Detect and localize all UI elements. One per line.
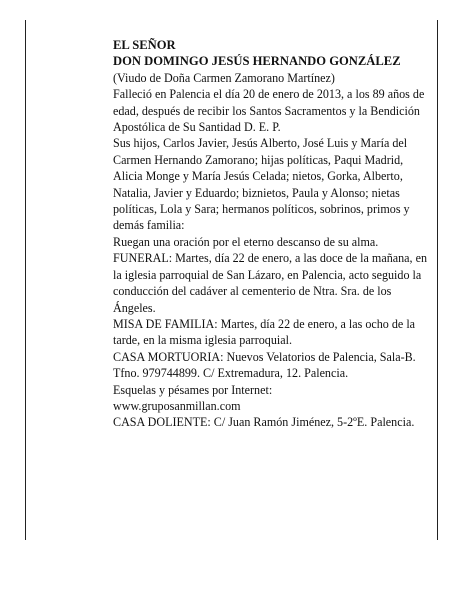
mourning-house-paragraph: CASA DOLIENTE: C/ Juan Ramón Jiménez, 5-2ºE. Palencia.: [113, 415, 415, 430]
family-paragraph: Sus hijos, Carlos Javier, Jesús Alberto, José Luis y María del Carmen Hernando Zamorano; hijas políticas, Paqui Madrid, Alicia Monge y María Jesús Celada; nietos, Gorka, Alberto, Natalia, Javier y Eduardo; biznietos, Paula y Alonso; nietas políticas, Lola y Sara; hermanos políticos, sobrinos, primos y demás familia:: [113, 136, 410, 233]
internet-url: www.gruposanmillan.com: [113, 398, 241, 413]
family-mass-paragraph: MISA DE FAMILIA: Martes, día 22 de enero, a las ocho de la tarde, en la misma iglesia parroquial.: [113, 316, 416, 348]
left-border-line: [25, 20, 26, 540]
mortuary-paragraph: CASA MORTUORIA: Nuevos Velatorios de Palencia, Sala-B. Tfno. 979744899. C/ Extremadura, 12. Palencia.: [113, 349, 416, 381]
obituary-notice: [113, 37, 433, 431]
funeral-paragraph: FUNERAL: Martes, día 22 de enero, a las doce de la mañana, en la iglesia parroquial de San Lázaro, en Palencia, acto seguido la conducción del cadáver al cementerio de Ntra. Sra. de los Ángeles.: [113, 251, 427, 315]
prayer-paragraph: Ruegan una oración por el eterno descanso de su alma.: [113, 234, 379, 249]
notice-title-line1: EL SEÑOR: [113, 38, 176, 52]
internet-label: Esquelas y pésames por Internet:: [113, 382, 273, 397]
death-paragraph: Falleció en Palencia el día 20 de enero de 2013, a los 89 años de edad, después de recibir los Santos Sacramentos y la Bendición Apostólica de Su Santidad D. E. P.: [113, 87, 425, 135]
right-border-line: [437, 20, 438, 540]
notice-title-name: DON DOMINGO JESÚS HERNANDO GONZÁLEZ: [113, 54, 401, 69]
widow-note: (Viudo de Doña Carmen Zamorano Martínez): [113, 70, 335, 85]
